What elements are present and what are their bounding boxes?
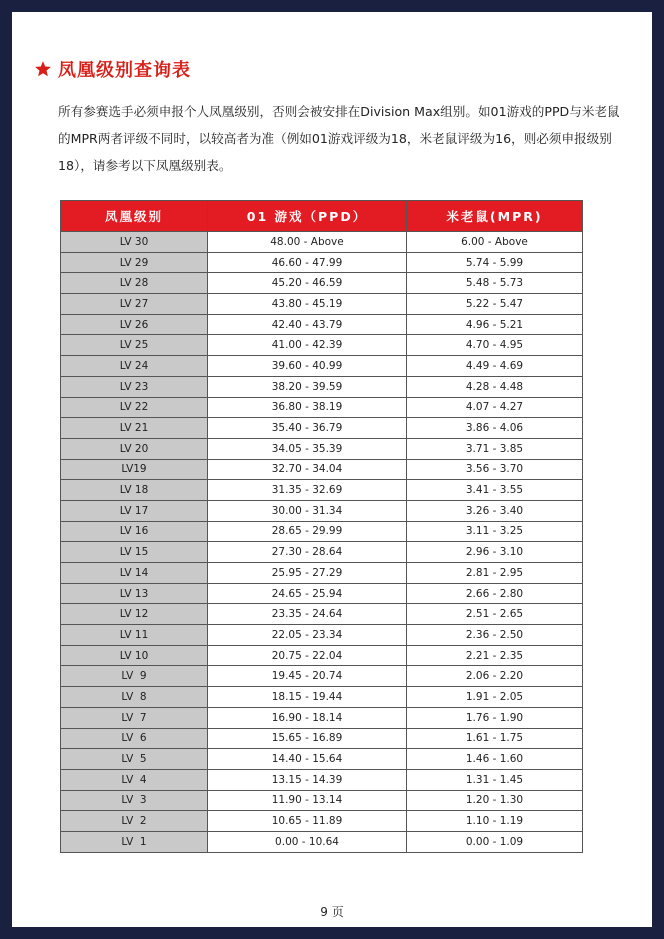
table-body	[61, 232, 583, 853]
level-cell: LV 4	[61, 769, 208, 790]
ppd-range-cell: 27.30 - 28.64	[208, 542, 407, 563]
table-row	[61, 418, 583, 439]
mpr-range-cell: 1.76 - 1.90	[407, 707, 583, 728]
table-row	[61, 687, 583, 708]
mpr-range-cell: 4.07 - 4.27	[407, 397, 583, 418]
mpr-range-cell: 4.70 - 4.95	[407, 335, 583, 356]
table-row	[61, 294, 583, 315]
ppd-range-cell: 43.80 - 45.19	[208, 294, 407, 315]
ppd-range-cell: 42.40 - 43.79	[208, 314, 407, 335]
intro-line: 所有参赛选手必须申报个人凤凰级别，否则会被安排在Division Max组别。如01游戏的PPD与米老鼠	[58, 104, 620, 119]
level-cell: LV 11	[61, 625, 208, 646]
level-cell: LV 6	[61, 728, 208, 749]
mpr-range-cell: 1.10 - 1.19	[407, 811, 583, 832]
column-header-ppd: 01 游戏（PPD）	[208, 201, 407, 232]
mpr-range-cell: 4.28 - 4.48	[407, 376, 583, 397]
level-cell: LV 18	[61, 480, 208, 501]
mpr-range-cell: 2.51 - 2.65	[407, 604, 583, 625]
table-row	[61, 273, 583, 294]
level-cell: LV 14	[61, 563, 208, 584]
level-cell: LV 10	[61, 645, 208, 666]
level-cell: LV 15	[61, 542, 208, 563]
table-row	[61, 480, 583, 501]
page-number: 9 页	[320, 905, 344, 919]
ppd-range-cell: 22.05 - 23.34	[208, 625, 407, 646]
level-cell: LV 30	[61, 232, 208, 253]
level-cell: LV 16	[61, 521, 208, 542]
table-row	[61, 728, 583, 749]
mpr-range-cell: 2.36 - 2.50	[407, 625, 583, 646]
level-cell: LV 24	[61, 356, 208, 377]
mpr-range-cell: 2.66 - 2.80	[407, 583, 583, 604]
level-cell: LV 1	[61, 831, 208, 852]
table-row	[61, 542, 583, 563]
mpr-range-cell: 1.31 - 1.45	[407, 769, 583, 790]
mpr-range-cell: 5.22 - 5.47	[407, 294, 583, 315]
mpr-range-cell: 2.96 - 3.10	[407, 542, 583, 563]
table-row	[61, 583, 583, 604]
table-row	[61, 666, 583, 687]
table-row	[61, 438, 583, 459]
column-header-level: 凤凰级别	[61, 201, 208, 232]
mpr-range-cell: 3.86 - 4.06	[407, 418, 583, 439]
column-header-mpr: 米老鼠(MPR)	[407, 201, 583, 232]
ppd-range-cell: 31.35 - 32.69	[208, 480, 407, 501]
intro-line: 18），请参考以下凤凰级别表。	[58, 158, 232, 173]
mpr-range-cell: 3.56 - 3.70	[407, 459, 583, 480]
table-row	[61, 314, 583, 335]
level-table	[60, 200, 583, 853]
mpr-range-cell: 1.20 - 1.30	[407, 790, 583, 811]
mpr-range-cell: 1.61 - 1.75	[407, 728, 583, 749]
level-cell: LV 13	[61, 583, 208, 604]
mpr-range-cell: 3.41 - 3.55	[407, 480, 583, 501]
table-row	[61, 749, 583, 770]
level-cell: LV 27	[61, 294, 208, 315]
mpr-range-cell: 2.81 - 2.95	[407, 563, 583, 584]
ppd-range-cell: 24.65 - 25.94	[208, 583, 407, 604]
ppd-range-cell: 48.00 - Above	[208, 232, 407, 253]
table-row	[61, 459, 583, 480]
ppd-range-cell: 32.70 - 34.04	[208, 459, 407, 480]
level-cell: LV 26	[61, 314, 208, 335]
table-row	[61, 376, 583, 397]
table-row	[61, 232, 583, 253]
ppd-range-cell: 41.00 - 42.39	[208, 335, 407, 356]
table-row	[61, 252, 583, 273]
table-header-row	[61, 201, 583, 232]
ppd-range-cell: 35.40 - 36.79	[208, 418, 407, 439]
mpr-range-cell: 1.91 - 2.05	[407, 687, 583, 708]
table-row	[61, 831, 583, 852]
mpr-range-cell: 4.96 - 5.21	[407, 314, 583, 335]
level-cell: LV 22	[61, 397, 208, 418]
ppd-range-cell: 10.65 - 11.89	[208, 811, 407, 832]
level-cell: LV 9	[61, 666, 208, 687]
level-cell: LV 20	[61, 438, 208, 459]
mpr-range-cell: 3.71 - 3.85	[407, 438, 583, 459]
table-row	[61, 521, 583, 542]
table-row	[61, 811, 583, 832]
ppd-range-cell: 16.90 - 18.14	[208, 707, 407, 728]
mpr-range-cell: 2.21 - 2.35	[407, 645, 583, 666]
table-row	[61, 563, 583, 584]
ppd-range-cell: 45.20 - 46.59	[208, 273, 407, 294]
table-row	[61, 625, 583, 646]
ppd-range-cell: 18.15 - 19.44	[208, 687, 407, 708]
table-row	[61, 500, 583, 521]
level-cell: LV 5	[61, 749, 208, 770]
table-row	[61, 707, 583, 728]
star-icon	[34, 60, 52, 78]
level-cell: LV 29	[61, 252, 208, 273]
ppd-range-cell: 14.40 - 15.64	[208, 749, 407, 770]
level-cell: LV 21	[61, 418, 208, 439]
document-page	[12, 12, 652, 927]
table-row	[61, 645, 583, 666]
level-cell: LV 7	[61, 707, 208, 728]
table-row	[61, 335, 583, 356]
section-heading	[34, 56, 191, 82]
level-cell: LV 28	[61, 273, 208, 294]
ppd-range-cell: 30.00 - 31.34	[208, 500, 407, 521]
mpr-range-cell: 2.06 - 2.20	[407, 666, 583, 687]
ppd-range-cell: 23.35 - 24.64	[208, 604, 407, 625]
level-cell: LV19	[61, 459, 208, 480]
table-row	[61, 356, 583, 377]
ppd-range-cell: 46.60 - 47.99	[208, 252, 407, 273]
ppd-range-cell: 39.60 - 40.99	[208, 356, 407, 377]
ppd-range-cell: 25.95 - 27.29	[208, 563, 407, 584]
page-title: 凤凰级别查询表	[58, 60, 191, 81]
level-cell: LV 23	[61, 376, 208, 397]
level-cell: LV 3	[61, 790, 208, 811]
ppd-range-cell: 13.15 - 14.39	[208, 769, 407, 790]
mpr-range-cell: 3.11 - 3.25	[407, 521, 583, 542]
level-cell: LV 12	[61, 604, 208, 625]
ppd-range-cell: 0.00 - 10.64	[208, 831, 407, 852]
level-cell: LV 2	[61, 811, 208, 832]
ppd-range-cell: 20.75 - 22.04	[208, 645, 407, 666]
ppd-range-cell: 19.45 - 20.74	[208, 666, 407, 687]
intro-line: 的MPR两者评级不同时，以较高者为准（例如01游戏评级为18，米老鼠评级为16，则必须申报级别	[58, 131, 612, 146]
ppd-range-cell: 36.80 - 38.19	[208, 397, 407, 418]
level-cell: LV 17	[61, 500, 208, 521]
table-row	[61, 397, 583, 418]
level-cell: LV 8	[61, 687, 208, 708]
mpr-range-cell: 1.46 - 1.60	[407, 749, 583, 770]
mpr-range-cell: 3.26 - 3.40	[407, 500, 583, 521]
intro-paragraph	[58, 98, 638, 179]
ppd-range-cell: 15.65 - 16.89	[208, 728, 407, 749]
table-row	[61, 604, 583, 625]
table-row	[61, 769, 583, 790]
level-cell: LV 25	[61, 335, 208, 356]
mpr-range-cell: 0.00 - 1.09	[407, 831, 583, 852]
table-row	[61, 790, 583, 811]
ppd-range-cell: 11.90 - 13.14	[208, 790, 407, 811]
mpr-range-cell: 5.74 - 5.99	[407, 252, 583, 273]
ppd-range-cell: 34.05 - 35.39	[208, 438, 407, 459]
mpr-range-cell: 4.49 - 4.69	[407, 356, 583, 377]
mpr-range-cell: 5.48 - 5.73	[407, 273, 583, 294]
ppd-range-cell: 28.65 - 29.99	[208, 521, 407, 542]
ppd-range-cell: 38.20 - 39.59	[208, 376, 407, 397]
mpr-range-cell: 6.00 - Above	[407, 232, 583, 253]
